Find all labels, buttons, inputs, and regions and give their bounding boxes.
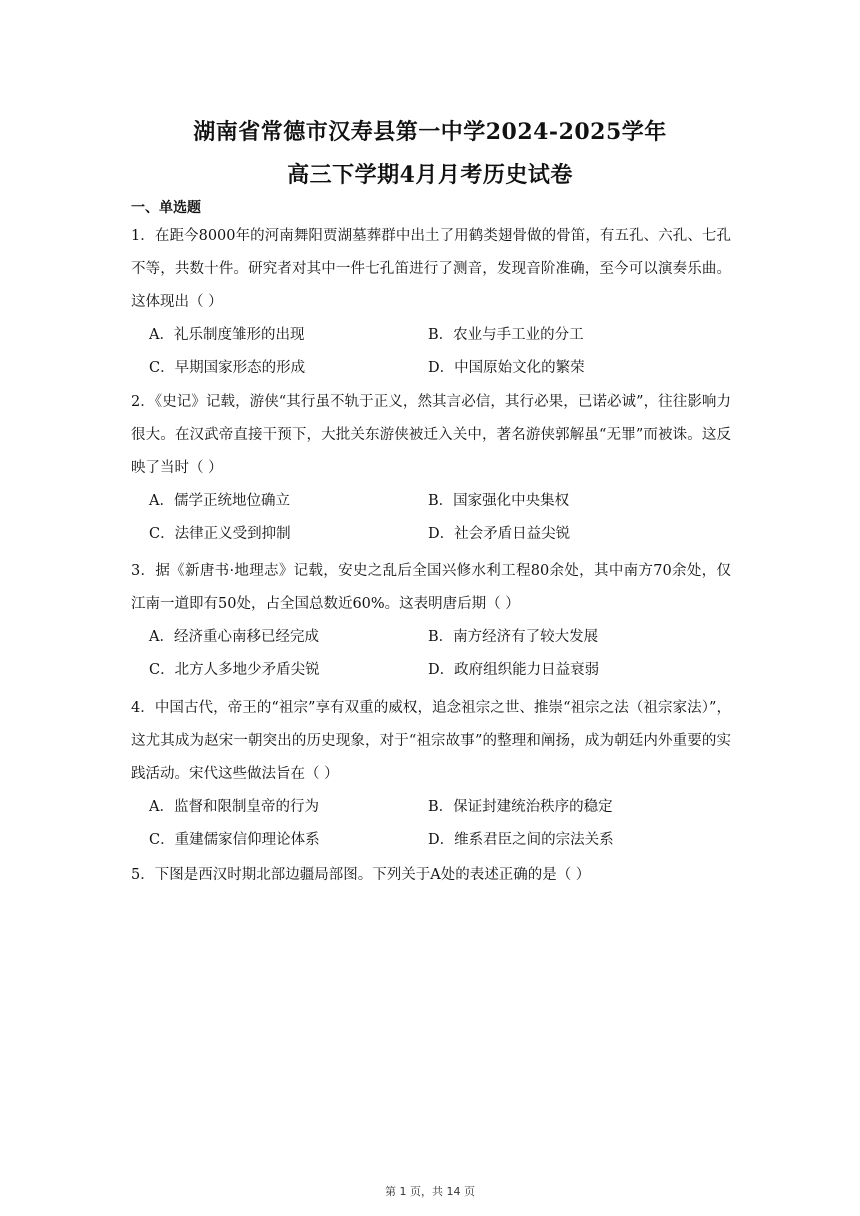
question-text: 3．据《新唐书·地理志》记载，安史之乱后全国兴修水利工程80余处，其中南方70余处，仅江南一道即有50处，占全国总数近60%。这表明唐后期（ ）	[131, 563, 731, 612]
option-c: C．法律正义受到抑制	[149, 526, 291, 542]
question-2	[131, 386, 731, 551]
question-text: 1．在距今8000年的河南舞阳贾湖墓葬群中出土了用鹤类翅骨做的骨笛，有五孔、六孔、七孔不等，共数十件。研究者对其中一件七孔笛进行了测音，发现音阶准确，至今可以演奏乐曲。这体现出（ ）	[131, 228, 731, 310]
question-options	[131, 485, 731, 551]
option-d: D．社会矛盾日益尖锐	[428, 526, 571, 542]
question-options	[131, 791, 731, 857]
question-text: 2．《史记》记载，游侠“其行虽不轨于正义，然其言必信，其行必果，已诺必诚”，往往影响力很大。在汉武帝直接干预下，大批关东游侠被迁入关中，著名游侠郭解虽“无罪”而被诛。这反映了当时（ ）	[131, 394, 731, 476]
option-b: B．南方经济有了较大发展	[428, 629, 599, 645]
option-c: C．重建儒家信仰理论体系	[149, 832, 320, 848]
option-c: C．北方人多地少矛盾尖锐	[149, 662, 320, 678]
option-a: A．礼乐制度雏形的出现	[149, 327, 305, 343]
option-d: D．中国原始文化的繁荣	[428, 360, 585, 376]
page-footer: 第 1 页，共 14 页	[385, 1185, 475, 1198]
option-b: B．国家强化中央集权	[428, 493, 570, 509]
question-5	[131, 859, 731, 892]
section-heading: 一、单选题	[131, 200, 201, 216]
exam-title-line2: 高三下学期4月月考历史试卷	[287, 162, 573, 188]
option-c: C．早期国家形态的形成	[149, 360, 306, 376]
option-a: A．儒学正统地位确立	[149, 493, 290, 509]
option-a: A．监督和限制皇帝的行为	[149, 799, 319, 815]
question-1	[131, 220, 731, 385]
exam-title-line1: 湖南省常德市汉寿县第一中学2024-2025学年	[193, 119, 667, 145]
option-d: D．维系君臣之间的宗法关系	[428, 832, 614, 848]
option-b: B．农业与手工业的分工	[428, 327, 584, 343]
option-a: A．经济重心南移已经完成	[149, 629, 319, 645]
question-text: 4．中国古代，帝王的“祖宗”享有双重的威权，追念祖宗之世、推崇“祖宗之法（祖宗家法）”，这尤其成为赵宋一朝突出的历史现象，对于“祖宗故事”的整理和阐扬，成为朝廷内外重要的实践活动。宋代这些做法旨在（ ）	[131, 700, 731, 782]
question-options	[131, 319, 731, 385]
option-b: B．保证封建统治秩序的稳定	[428, 799, 613, 815]
question-options	[131, 621, 731, 687]
question-4	[131, 692, 731, 857]
question-text: 5．下图是西汉时期北部边疆局部图。下列关于A处的表述正确的是（ ）	[131, 867, 591, 883]
question-3	[131, 555, 731, 687]
option-d: D．政府组织能力日益衰弱	[428, 662, 600, 678]
